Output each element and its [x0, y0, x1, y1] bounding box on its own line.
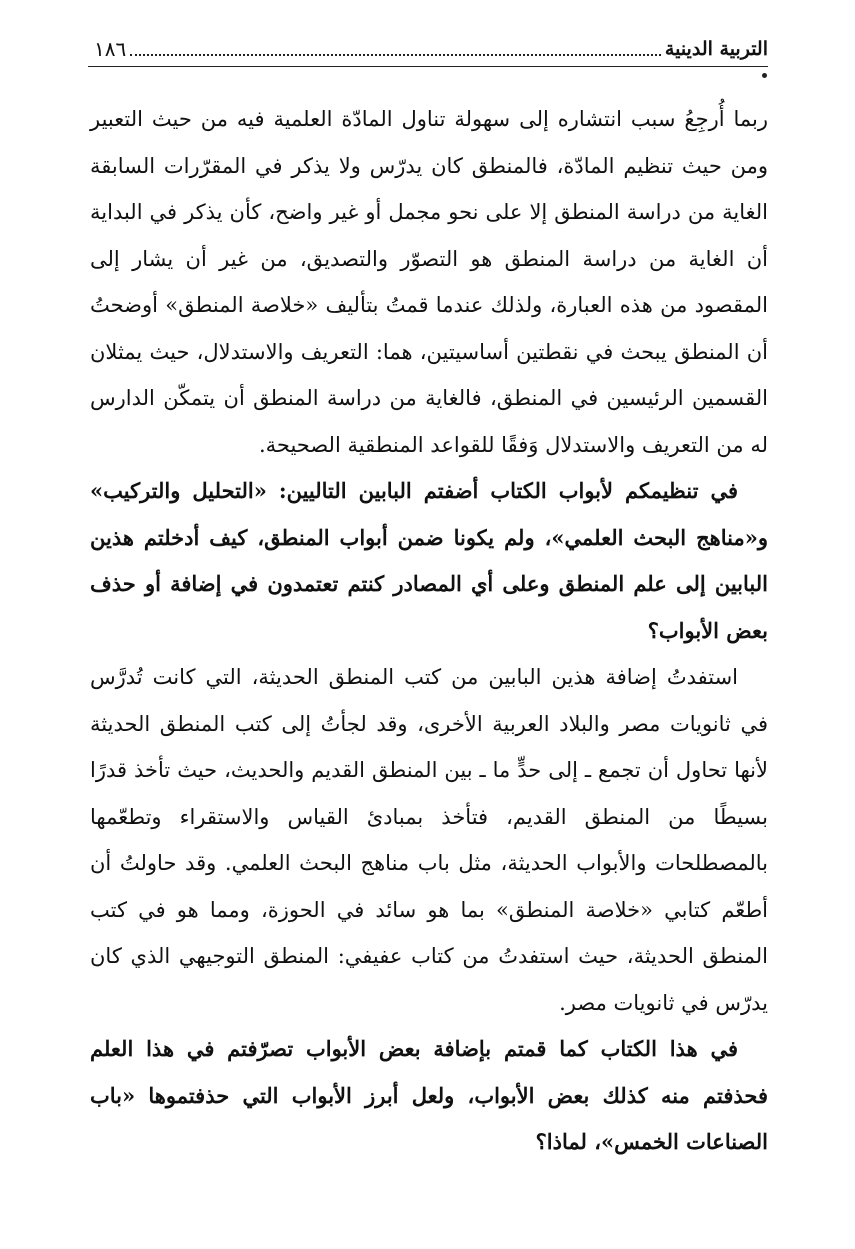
header-rule: [88, 66, 768, 67]
dotted-leader: [130, 54, 661, 56]
running-header-title: التربية الدينية: [664, 38, 768, 60]
running-header: [88, 30, 768, 64]
paragraph-question-1: في تنظيمكم لأبواب الكتاب أضفتم البابين التاليين: «التحليل والتركيب» و«مناهج البحث العلمي»، ولم يكونا ضمن أبواب المنطق، كيف أدخلتم هذين البابين إلى علم المنطق وعلى أي المصادر كنتم تعتمدون في إضافة أو حذف بعض الأبواب؟: [90, 478, 768, 643]
header-dot-mark: [762, 73, 767, 78]
paragraph-question-2: في هذا الكتاب كما قمتم بإضافة بعض الأبواب تصرّفتم في هذا العلم فحذفتم منه كذلك بعض الأبواب، ولعل أبرز الأبواب التي حذفتموها «باب الصناعات الخمس»، لماذا؟: [90, 1036, 768, 1154]
paragraph-answer-2: استفدتُ إضافة هذين البابين من كتب المنطق الحديثة، التي كانت تُدرَّس في ثانويات مصر والبلاد العربية الأخرى، وقد لجأتُ إلى كتب المنطق الحديثة لأنها تحاول أن تجمع ـ إلى حدٍّ ما ـ بين المنطق القديم والحديث، حيث تأخذ قدرًا بسيطًا من المنطق القديم، فتأخذ بمبادئ القياس والاستقراء وتطعّمها بالمصطلحات والأبواب الحديثة، مثل باب مناهج البحث العلمي. وقد حاولتُ أن أطعّم كتابي «خلاصة المنطق» بما هو سائد في الحوزة، ومما هو في كتب المنطق الحديثة، حيث استفدتُ من كتاب عفيفي: المنطق التوجيهي الذي كان يدرّس في ثانويات مصر.: [90, 665, 768, 1015]
page-number: ١٨٦: [94, 37, 127, 61]
page-body: [90, 96, 768, 1166]
paragraph-answer-1: ربما أُرجِعُ سبب انتشاره إلى سهولة تناول المادّة العلمية فيه من حيث التعبير ومن حيث تنظيم المادّة، فالمنطق كان يدرّس ولا يذكر في المقرّرات السابقة الغاية من دراسة المنطق إلا على نحو مجمل أو غير واضح، كأن يذكر في البداية أن الغاية من دراسة المنطق هو التصوّر والتصديق، من غير أن يشار إلى المقصود من هذه العبارة، ولذلك عندما قمتُ بتأليف «خلاصة المنطق» أوضحتُ أن المنطق يبحث في نقطتين أساسيتين، هما: التعريف والاستدلال، حيث يمثلان القسمين الرئيسين في المنطق، فالغاية من دراسة المنطق أن يتمكّن الدارس له من التعريف والاستدلال وَفقًا للقواعد المنطقية الصحيحة.: [90, 107, 768, 457]
